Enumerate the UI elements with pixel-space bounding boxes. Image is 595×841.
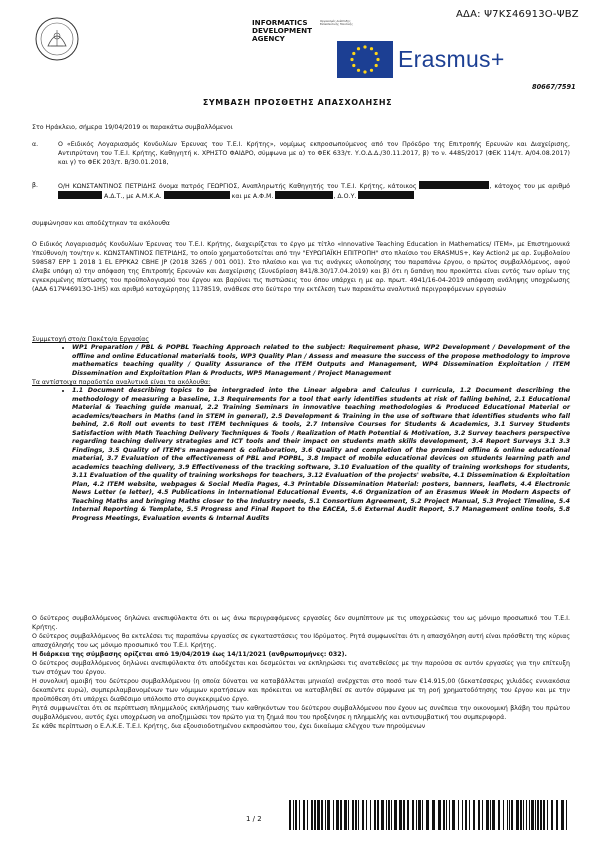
page-number: 1 / 2 <box>246 815 262 823</box>
deliverables-list <box>32 387 570 523</box>
deliverables-heading: Τα αντίστοιχα παραδοτέα αναλυτικά είναι τα ακόλουθα: <box>32 379 211 386</box>
document-title: ΣΥΜΒΑΣΗ ΠΡΟΣΘΕΤΗΣ ΑΠΑΣΧΟΛΗΣΗΣ <box>202 98 393 107</box>
clauses <box>32 614 570 731</box>
project-paragraph <box>32 240 570 294</box>
redacted-address <box>419 181 489 189</box>
clause-duration: Η διάρκεια της σύμβασης ορίζεται από 19/04/2019 έως 14/11/2021 (ανθρωπομήνες: 032). <box>32 651 347 658</box>
redacted-amka <box>164 191 230 199</box>
clause-duties: Ο δεύτερος συμβαλλόμενος δηλώνει ανεπιφύλακτα ότι οι ως άνω περιγραφόμενες εργασίες δεν συμπίπτουν με τις υποχρεώσεις του ως μόνιμο προσωπικό του Τ.Ε.Ι. Κρήτης. <box>32 615 570 631</box>
party-b-text: Ο/Η ΚΩΝΣΤΑΝΤΙΝΟΣ ΠΕΤΡΙΔΗΣ όνομα πατρός ΓΕΩΡΓΙΟΣ, Αναπληρωτής Καθηγητής του Τ.Ε.Ι. Κρήτης, κάτοικος , κάτοχος του με αριθμό Α.Δ.Τ., με Α.Μ.Κ.Α. και με Α.Φ.Μ. , Δ.Ο.Υ. <box>58 183 570 200</box>
project-paragraph-text: Ο Ειδικός Λογαριασμός Κονδυλίων Έρευνας του Τ.Ε.Ι. Κρήτης, διαχειρίζεται το έργο με τίτλο «Innovative Teaching Education in Mathematics/ ITEM», με Επιστημονικά Υπεύθυνο/η τον/την κ. ΚΩΝΣΤΑΝΤΙΝΟΣ ΠΕΤΡΙΔΗΣ, το οποίο χρηματοδοτείται από την "ΕΥΡΩΠΑΪΚΗ ΕΠΙΤΡΟΠΗ" στο πλαίσιο του ERASMUS+, Key Action2 με αρ. Συμβολαίου 598587 EPP 1 2018 1 EL EPPKA2 CBHE JP (2018 3265 / 001 001). Στο πλαίσιο και για τις ανάγκες υλοποίησης του παραπάνω έργου, ο πρώτος συμβαλλόμενος, αφού έλαβε υπόψη α) την απόφαση της Επιτροπής Ερευνών και Διαχείρισης (Συνεδρίαση 841/8.30/17.04.2019) και β) ότι η δαπάνη που προκύπτει είναι εντός των ορίων της εγκεκριμένης πίστωσης του προϋπολογισμού του έργου και βαρύνει τις πιστώσεις του όπου υπάρχει η με αρ. πρωτ. 4941/16-04-2019 απόφαση ανάληψης υποχρέωσης (ΑΔΑ 617Ψ46913Ο-1Η5) και αριθμό καταχώρησης 1178519, ανάθεσε στο δεύτερο την εκτέλεση των παρακάτω αναλυτικά περιγραφόμενων εργασιών <box>32 241 570 293</box>
work-packages-item: • WP1 Preparation / PBL & POPBL Teaching Approach related to the subject: Requirement phase, WP2 Development / Development of the offline and online Educational material& tools, WP3 Quality Plan / Assess and measure the success of the propose methodology to improve mathematics teaching quality / Quality Assurance of the ITEM Outputs and Management, WP4 Dissemination Exploitation / ITEM Dissemination and Exploitation Plan & Products, WP5 Management / Project Management <box>72 344 570 378</box>
deliverables-item: • 1.1 Document describing topics to be intergraded into the Linear algebra and Calculus I curricula, 1.2 Document describing the methodology of measuring a baseline, 1.3 Requirements for a tool that early identifies students at risk of falling behind, 2.1 Educational Material & Teaching guide manual, 2.2 Training Seminars in innovative teaching methodologies & Produced Educational Material or academics/teachers in Maths (and in STEM in general), 2.5 Development & Training in the use of software that identifies students who fall behind, 2.6 Roll out events to test ITEM techniques & tools, 2.7 Intensive Courses for Students & Academics, 3.1 Survey Students Satisfaction with Math Teaching Delivery Techniques & Tools / Realization of Math Potential & Motivation, 3.2 Survey teachers perspective regarding teaching delivery strategies and ICT tools and their impact on students math skills development, 3.4 Report Surveys 3.1 3.3 Findings, 3.5 Quality of ITEM's management & collaboration, 3.6 Quality and completion of the promised offline & online educational material, 3.7 Evaluation of the effectiveness of PBL and POPBL, 3.8 Impact of mobile educational devices on students learning path and academics teaching delivery, 3.9 Effectiveness of the tracking software, 3.10 Evaluation of the quality of training workshops for students, 3.11 Evaluation of the quality of training workshops for teachers, 3.12 Evaluation of the projects' website, 4.1 Dissemination & Exploitation Plan, 4.2 ITEM website, webpages & Social Media Pages, 4.3 Printable Dissemination Material: posters, banners, leaflets, 4.4 Electronic News Letter (e letter), 4.5 Publications in International Educational Events, 4.6 Organization of an Erasmus Week in Modern Aspects of Teaching Maths and bringing Maths closer to the Industry needs, 5.1 Consortium Agreement, 5.2 Project Manual, 5.3 Project Timeline, 5.4 Internal Reporting & Template, 5.5 Progress and Final Report to the EACEA, 5.6 External Audit Report, 5.7 Management online tools, 5.8 Progress Meetings, Evaluation events & Internal Audits <box>72 387 570 523</box>
agreed-line: συμφώνησαν και αποδέχτηκαν τα ακόλουθα <box>32 220 170 227</box>
party-a-text: Ο «Ειδικός Λογαριασμός Κονδυλίων Έρευνας του Τ.Ε.Ι. Κρήτης», νομίμως εκπροσωπούμενος από τον Πρόεδρο της Επιτροπής Ερευνών και Διαχείρισης, Αντιπρύτανη του Τ.Ε.Ι. Κρήτης, Καθηγητή κ. ΧΡΗΣΤΟ ΦΑΙΔΡΟ, σύμφωνα με α) το ΦΕΚ 633/τ. Υ.Ο.Δ.Δ./30.11.2017, β) το ν. 4485/2017 (ΦΕΚ 114/τ. Α/04.08.2017) και γ) το ΦΕΚ 203/τ. Β/30.01.2018, <box>58 141 570 166</box>
intro-line: Στο Ηράκλειο, σήμερα 19/04/2019 οι παρακάτω συμβαλλόμενοι <box>32 124 233 131</box>
party-b-afm-label: και με Α.Φ.Μ. <box>231 193 274 200</box>
party-b <box>32 181 570 201</box>
institution-seal-icon <box>34 16 80 62</box>
clause-acceptance: Ο δεύτερος συμβαλλόμενος δηλώνει ανεπιφύλακτα ότι αποδέχεται και δεσμεύεται να εκπληρώσει τις ανατεθείσες με την παρούσα σε αυτόν εργασίες για την επίτευξη των στόχων του έργου. <box>32 660 570 676</box>
clause-payment: Η συνολική αμοιβή του δεύτερου συμβαλλόμενου (η οποία δύναται να καταβάλλεται μηνιαία) ανέρχεται στο ποσό των €14.915,00 (δεκατέσσερις χιλιάδες εννιακόσια δεκαπέντε ευρώ), συμπεριλαμβανομένων των νόμιμων κρατήσεων και πρόκειται να καταβληθεί σε αυτόν σύμφωνα με τη ροή χρηματοδότησης του έργου και με την προϋπόθεση ότι υπάρχει διαθέσιμο υπόλοιπο στο συγκεκριμένο έργο. <box>32 678 570 703</box>
party-b-amka-label: Α.Δ.Τ., με Α.Μ.Κ.Α. <box>104 193 162 200</box>
clause-location: Ο δεύτερος συμβαλλόμενος θα εκτελέσει τις παραπάνω εργασίες σε εγκαταστάσεις του Ιδρύματος. Ρητά συμφωνείται ότι η απασχόληση αυτή είναι πρόσθετη της κύριας απασχόλησής του ως μόνιμο προσωπικό του Τ.Ε.Ι. Κρήτης. <box>32 633 570 649</box>
redacted-id-number <box>58 191 102 199</box>
party-a <box>32 140 570 167</box>
party-b-name-line: Ο/Η ΚΩΝΣΤΑΝΤΙΝΟΣ ΠΕΤΡΙΔΗΣ όνομα πατρός ΓΕΩΡΓΙΟΣ, Αναπληρωτής Καθηγητής του Τ.Ε.Ι. Κρήτης, κάτοικος <box>58 183 417 190</box>
barcode-icon <box>289 800 569 830</box>
party-b-doy-label: Δ.Ο.Υ. <box>337 193 357 200</box>
reference-number: 80667/7591 <box>532 83 576 91</box>
erasmus-logo: Erasmus+ <box>398 46 505 72</box>
eu-flag-icon <box>337 41 393 78</box>
work-packages-section <box>32 335 570 523</box>
clause-audit: Σε κάθε περίπτωση ο Ε.Λ.Κ.Ε. Τ.Ε.Ι. Κρήτης, δια εξουσιοδοτημένου εκπροσώπου του, έχει δικαίωμα ελέγχου των πηρούμενων <box>32 723 426 730</box>
redacted-doy <box>358 191 414 199</box>
redacted-afm <box>275 191 333 199</box>
clause-liability: Ρητά συμφωνείται ότι σε περίπτωση πλημμελούς εκπλήρωσης των καθηκόντων του δεύτερου συμβαλλόμενου που έχουν ως συνέπεια την οικονομική βλάβη του πρώτου συμβαλλόμενου, αυτός έχει υποχρέωση να αποζημιώσει τον πρώτο για τη ζημιά που του προξένησε η πλημμελής και αντισυμβατική του συμπεριφορά. <box>32 705 570 721</box>
work-packages-heading: Συμμετοχή στο/α Πακέτο/α Εργασίας <box>32 336 150 343</box>
ada-code: ΑΔΑ: Ψ7ΚΣ46913Ο-ΨΒΖ <box>456 9 579 20</box>
party-a-label: α. <box>32 141 39 148</box>
idl-logo-text: INFORMATICS DEVELOPMENT AGENCY <box>252 18 313 43</box>
work-packages-list <box>32 344 570 378</box>
party-b-id-label: , κάτοχος του με αριθμό <box>489 183 570 190</box>
party-b-label: β. <box>32 182 38 189</box>
idl-logo-subtext: Οργανισμός Ανάπτυξης Εκπαιδευτικής Πολιτικής <box>320 20 353 27</box>
